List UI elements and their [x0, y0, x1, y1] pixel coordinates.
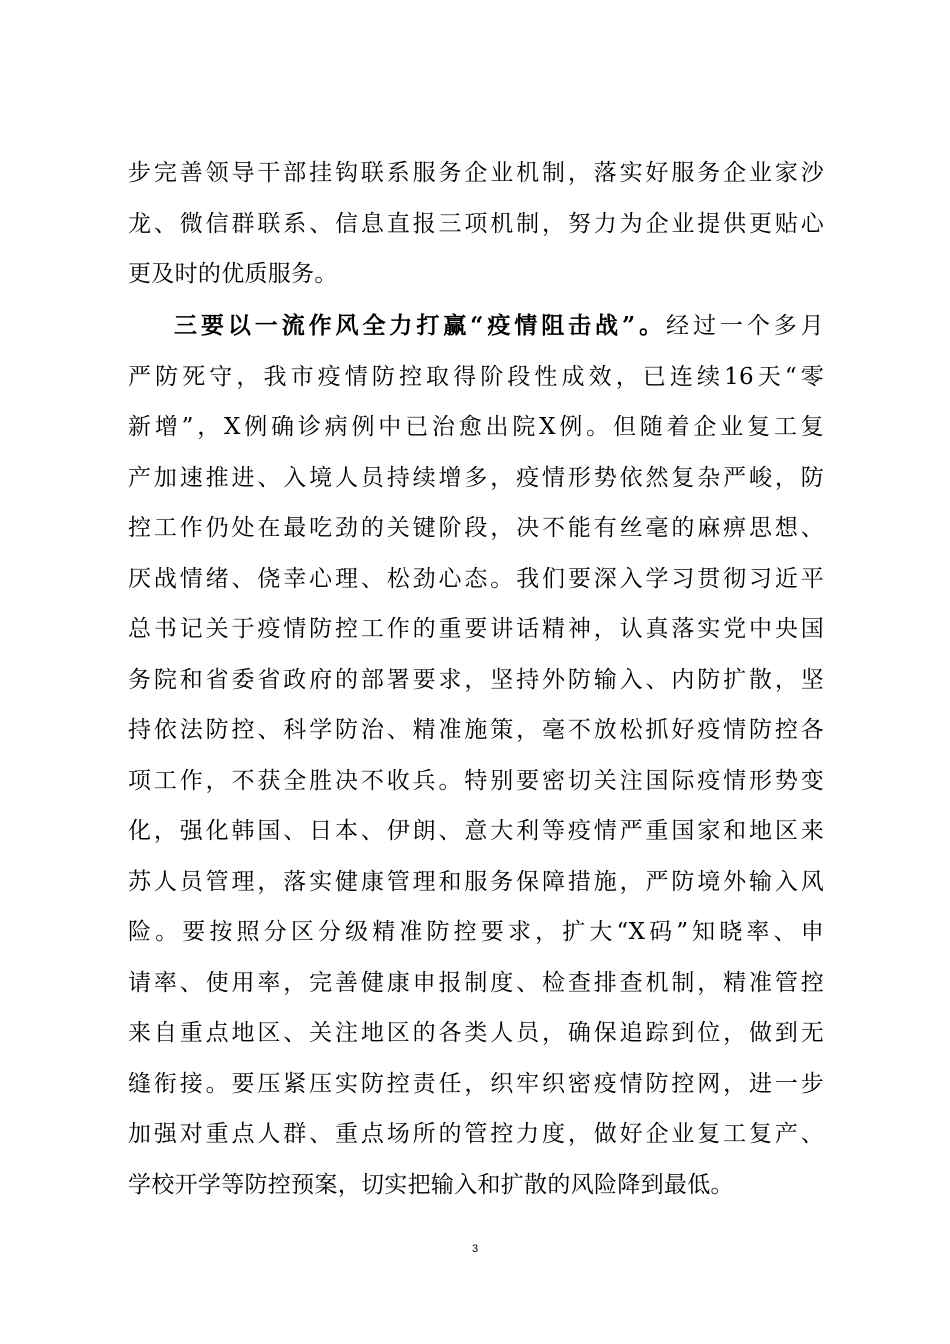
paragraph-line: 化，强化韩国、日本、伊朗、意大利等疫情严重国家和地区来	[128, 818, 824, 844]
paragraph-section-three	[128, 301, 824, 1210]
paragraph-line: 加强对重点人群、重点场所的管控力度，做好企业复工复产、	[128, 1121, 824, 1147]
paragraph-line: 来自重点地区、关注地区的各类人员，确保追踪到位，做到无	[128, 1020, 824, 1046]
paragraph-line: 险。要按照分区分级精准防控要求，扩大“X码”知晓率、申	[128, 919, 824, 945]
paragraph-line: 学校开学等防控预案，切实把输入和扩散的风险降到最低。	[128, 1171, 734, 1198]
section-heading: 三要以一流作风全力打赢“疫情阻击战”。	[174, 312, 667, 339]
paragraph-first-line	[128, 301, 824, 352]
paragraph-line: 项工作，不获全胜决不收兵。特别要密切关注国际疫情形势变	[128, 767, 824, 794]
paragraph-line: 持依法防控、科学防治、精准施策，毫不放松抓好疫情防控各	[128, 717, 824, 743]
paragraph-line: 更及时的优质服务。	[128, 261, 338, 287]
paragraph-line-rest: 经过一个多月	[666, 313, 824, 339]
paragraph-line: 请率、使用率，完善健康申报制度、检查排查机制，精准管控	[128, 969, 824, 996]
paragraph-line: 产加速推进、入境人员持续增多，疫情形势依然复杂严峻，防	[128, 464, 824, 491]
paragraph-line: 总书记关于疫情防控工作的重要讲话精神，认真落实党中央国	[128, 616, 824, 642]
paragraph-continued	[128, 148, 824, 300]
paragraph-line: 厌战情绪、侥幸心理、松劲心态。我们要深入学习贯彻习近平	[128, 565, 824, 592]
paragraph-line: 严防死守，我市疫情防控取得阶段性成效，已连续16天“零	[128, 363, 824, 390]
paragraph-line: 苏人员管理，落实健康管理和服务保障措施，严防境外输入风	[128, 868, 824, 895]
page-number: 3	[471, 1243, 479, 1255]
paragraph-line: 缝衔接。要压紧压实防控责任，织牢织密疫情防控网，进一步	[128, 1070, 824, 1097]
paragraph-line: 龙、微信群联系、信息直报三项机制，努力为企业提供更贴心	[128, 210, 824, 237]
paragraph-line: 新增”，X例确诊病例中已治愈出院X例。但随着企业复工复	[128, 414, 824, 440]
paragraph-line: 控工作仍处在最吃劲的关键阶段，决不能有丝毫的麻痹思想、	[128, 515, 824, 541]
paragraph-line: 务院和省委省政府的部署要求，坚持外防输入、内防扩散，坚	[128, 666, 824, 693]
paragraph-line: 步完善领导干部挂钩联系服务企业机制，落实好服务企业家沙	[128, 160, 824, 186]
